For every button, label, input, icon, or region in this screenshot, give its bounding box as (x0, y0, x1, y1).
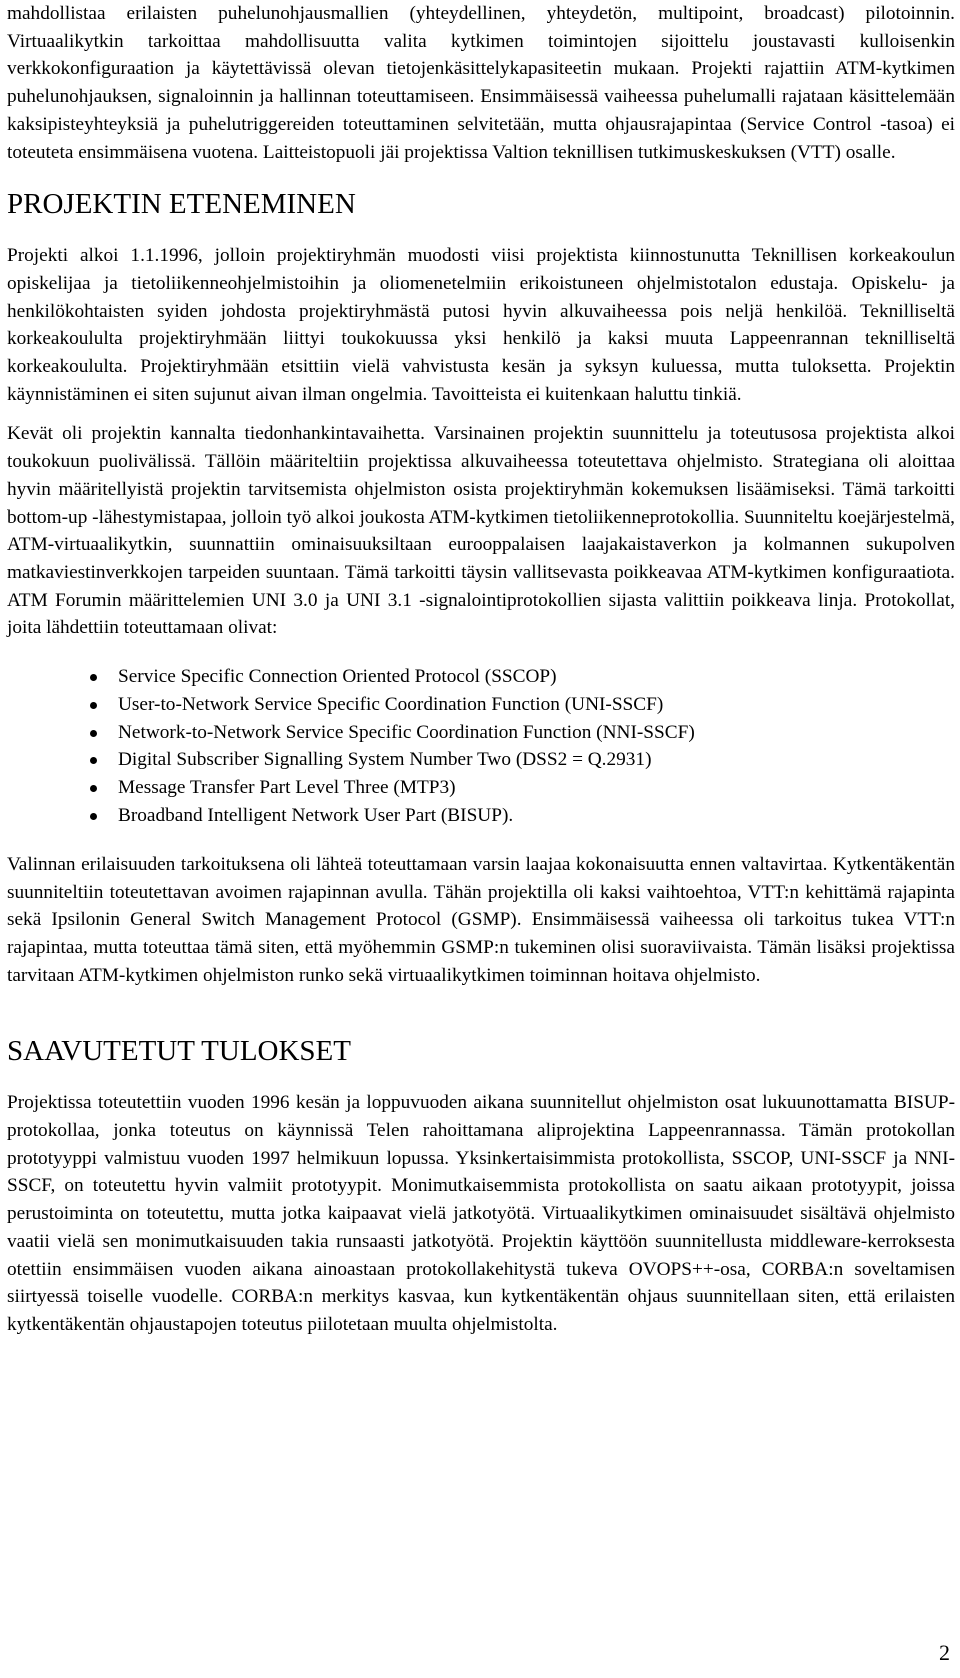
bullet-icon (90, 813, 97, 820)
progress-paragraph-3: Valinnan erilaisuuden tarkoituksena oli lähteä toteuttamaan varsin laajaa kokonaisuutta ennen valtavirtaa. Kytkentäkentän suunniteltiin toteutettavan avoimen rajapinnan avulla. Tähän projektilla oli kaksi vaihtoehtoa, VTT:n kehittämä rajapinta sekä Ipsilonin General Switch Management Protocol (GSMP). Ensimmäisessä vaiheessa oli tarkoitus tukea VTT:n rajapintaa, mutta toteuttaa tämä siten, että myöhemmin GSMP:n tukeminen olisi suoraviivaista. Tämän lisäksi projektissa tarvitaan ATM-kytkimen ohjelmiston runko sekä virtuaalikytkimen toiminnan hoitava ohjelmisto. (7, 853, 955, 986)
bullet-icon (90, 785, 97, 792)
protocol-label: Broadband Intelligent Network User Part (BISUP). (118, 805, 514, 827)
protocol-list-item (7, 663, 955, 691)
results-paragraph-1: Projektissa toteutettiin vuoden 1996 kesän ja loppuvuoden aikana suunnitellut ohjelmiston osat lukuunottamatta BISUP-protokollaa, jonka toteutus on käynnissä Telen rahoittamana aliprojektina Lappeenrannassa. Tämän protokollan prototyyppi valmistuu vuoden 1997 helmikuun lopussa. Yksinkertaisimmista protokollista, SSCOP, UNI-SSCF ja NNI-SSCF, on toteutettu hyvin valmiit prototyypit. Monimutkaisemmista protokollista on saatu aikaan prototyypit, joissa perustoiminta on toteutettu, mutta jotka kaipaavat vielä jatkotyötä. Virtuaalikytkimen ominaisuudet sisältävä ohjelmisto vaatii vielä sen monimutkaisuuden takia runsaasti jatkotyötä. Projektin käyttöön suunnitellusta middleware-kerroksesta otettiin ensimmäisen vuoden aikana ainoastaan protokollakehitystä tukeva OVOPS++-osa, CORBA:n soveltamisen siirtyessä toiselle vuodelle. CORBA:n merkitys kasvaa, kun kytkentäkentän ohjaus suunnitellaan siten, että erilaisten kytkentäkentän ohjaustapojen toteutus piilotetaan muulta ohjelmistolta. (7, 1092, 955, 1335)
section-heading-results: SAAVUTETUT TULOKSET (7, 1035, 351, 1068)
document-body (7, 0, 955, 1339)
bullet-icon (90, 730, 97, 737)
protocol-list (7, 663, 955, 830)
progress-paragraph-2: Kevät oli projektin kannalta tiedonhankintavaihetta. Varsinainen projektin suunnittelu ja toteutusosa projektista alkoi toukokuun puolivälissä. Tällöin määriteltiin projektissa alkuvaiheessa toteutettava ohjelmisto. Strategiana oli aloittaa hyvin määritellyistä projektin tarvitsemista ohjelmiston osista projektiryhmän kokemuksen lisäämiseksi. Tämä tarkoitti bottom-up -lähestymistapaa, jolloin työ alkoi joukosta ATM-kytkimen tietoliikenneprotokollia. Suunniteltu koejärjestelmä, ATM-virtuaalikytkin, suunnattiin ominaisuuksiltaan eurooppalaisen laajakaistaverkon ja kolmannen sukupolven matkaviestinverkkojen tarpeiden suuntaan. Tämä tarkoitti täysin vallitsevasta poikkeavaa ATM-kytkimen konfiguraatiota. ATM Forumin määrittelemien UNI 3.0 ja UNI 3.1 -signalointiprotokollien sijasta valittiin poikkeava linja. Protokollat, joita lähdettiin toteuttamaan olivat: (7, 423, 955, 639)
intro-paragraph: mahdollistaa erilaisten puhelunohjausmallien (yhteydellinen, yhteydetön, multipoint, broadcast) pilotoinnin. Virtuaalikytkin tarkoittaa mahdollisuutta valita kytkimen toimintojen sijoittelu joustavasti kulloisenkin verkkokonfiguraation ja käytettävissä olevan tietojenkäsittelykapasiteetin mukaan. Projekti rajattiin ATM-kytkimen puhelunohjauksen, signaloinnin ja hallinnan toteuttamiseen. Ensimmäisessä vaiheessa puhelumalli rajataan käsittelemään kaksipisteyhteyksiä ja puhelutriggereiden toteuttaminen selvitetään, mutta ohjausrajapintaa (Service Control -tasoa) ei toteuteta ensimmäisena vuotena. Laitteistopuoli jäi projektissa Valtion teknillisen tutkimuskeskuksen (VTT) osalle. (7, 3, 955, 163)
bullet-icon (90, 757, 97, 764)
progress-paragraph-1: Projekti alkoi 1.1.1996, jolloin projektiryhmän muodosti viisi projektista kiinnostunutta Teknillisen korkeakoulun opiskelijaa ja tietoliikenneohjelmistoihin ja oliomenetelmiin erikoistuneen ohjelmistotalon edustaja. Opiskelu- ja henkilökohtaisten syiden johdosta projektiryhmästä putosi hyvin alkuvaiheessa pois neljä henkilöä. Teknilliseltä korkeakoululta projektiryhmään liittyi toukokuussa yksi henkilö ja kaksi muuta Lappeenrannan teknilliseltä korkeakoululta. Projektiryhmään etsittiin vielä vahvistusta kesän ja syksyn kuluessa, mutta tuloksetta. Projektin käynnistäminen ei siten sujunut aivan ilman ongelmia. Tavoitteista ei kuitenkaan haluttu tinkiä. (7, 245, 955, 405)
protocol-label: Message Transfer Part Level Three (MTP3) (118, 777, 456, 799)
page-number: 2 (939, 1640, 950, 1665)
section-heading-progress: PROJEKTIN ETENEMINEN (7, 188, 356, 221)
protocol-label: Service Specific Connection Oriented Protocol (SSCOP) (118, 666, 557, 688)
bullet-icon (90, 702, 97, 709)
protocol-list-item (7, 746, 955, 774)
protocol-label: User-to-Network Service Specific Coordination Function (UNI-SSCF) (118, 693, 664, 715)
protocol-list-item (7, 691, 955, 719)
protocol-list-item (7, 802, 955, 830)
protocol-label: Digital Subscriber Signalling System Number Two (DSS2 = Q.2931) (118, 749, 652, 771)
protocol-list-item (7, 774, 955, 802)
bullet-icon (90, 674, 97, 681)
protocol-list-item (7, 719, 955, 747)
protocol-label: Network-to-Network Service Specific Coordination Function (NNI-SSCF) (118, 721, 695, 743)
